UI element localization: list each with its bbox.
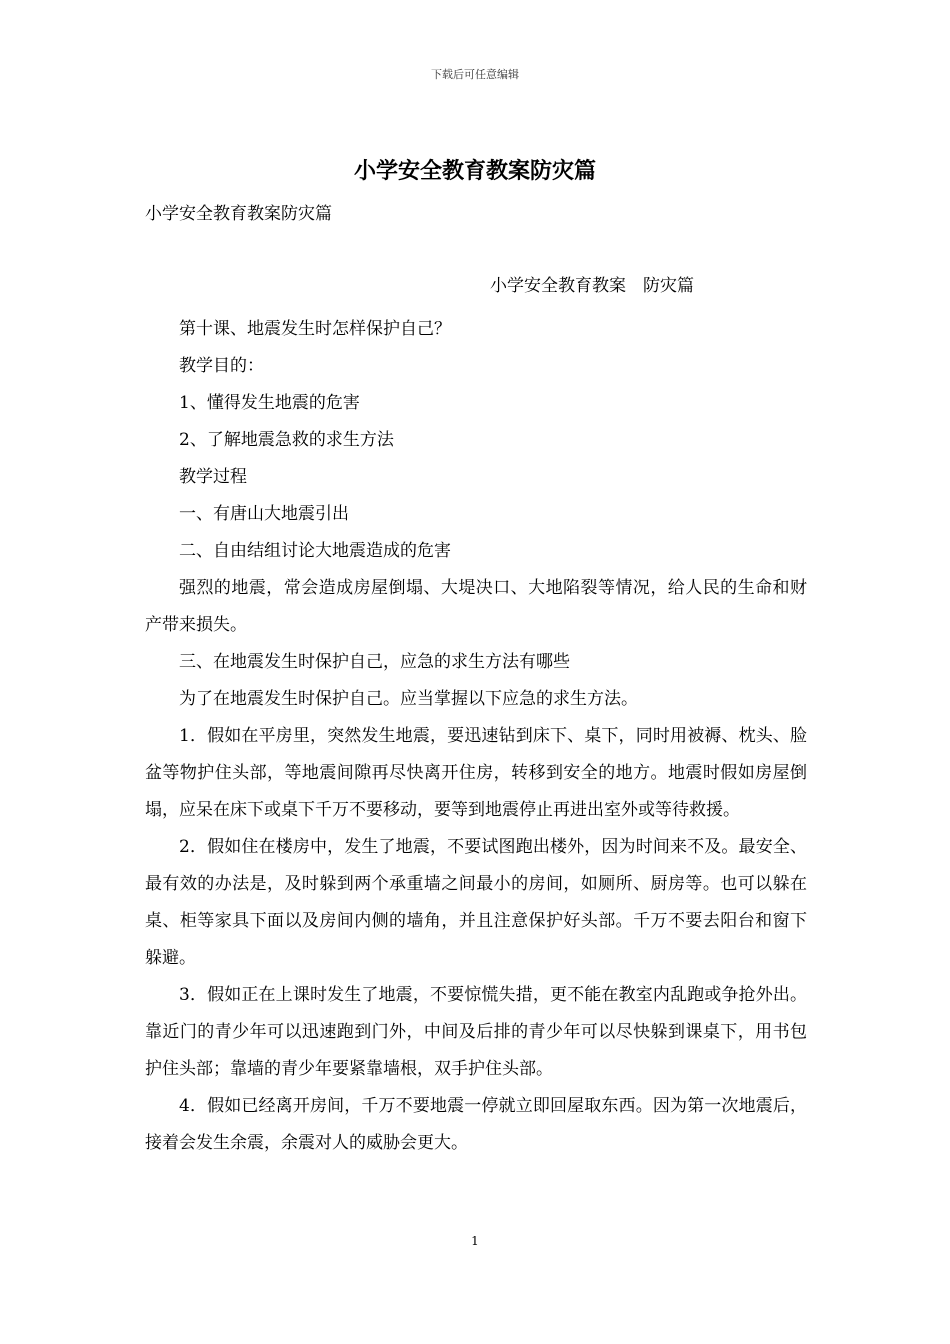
paragraph-objectives-heading: 教学目的：: [179, 356, 264, 376]
right-aligned-heading: 小学安全教育教案 防灾篇: [490, 276, 694, 296]
document-subtitle: 小学安全教育教案防灾篇: [145, 204, 332, 224]
paragraph-step-2: 二、自由结组讨论大地震造成的危害: [179, 541, 451, 561]
paragraph-process-heading: 教学过程: [179, 467, 247, 487]
document-body: [145, 311, 807, 1162]
paragraph-method-1: 1．假如在平房里，突然发生地震，要迅速钻到床下、桌下，同时用被褥、枕头、脸盆等物护住头部，等地震间隙再尽快离开住房，转移到安全的地方。地震时假如房屋倒塌，应呆在床下或桌下千万不要移动，要等到地震停止再进出室外或等待救援。: [145, 726, 807, 820]
document-title: 小学安全教育教案防灾篇: [353, 158, 596, 184]
paragraph-step-3: 三、在地震发生时保护自己，应急的求生方法有哪些: [179, 652, 570, 672]
paragraph-method-2: 2．假如住在楼房中，发生了地震，不要试图跑出楼外，因为时间来不及。最安全、最有效的办法是，及时躲到两个承重墙之间最小的房间，如厕所、厨房等。也可以躲在桌、柜等家具下面以及房间内侧的墙角，并且注意保护好头部。千万不要去阳台和窗下躲避。: [145, 837, 807, 968]
page-number: 1: [471, 1234, 479, 1248]
paragraph-lesson-title: 第十课、地震发生时怎样保护自己？: [179, 319, 451, 339]
paragraph-survival-intro: 为了在地震发生时保护自己。应当掌握以下应急的求生方法。: [179, 689, 638, 709]
paragraph-step-1: 一、有唐山大地震引出: [179, 504, 349, 524]
paragraph-earthquake-harm: 强烈的地震，常会造成房屋倒塌、大堤决口、大地陷裂等情况，给人民的生命和财产带来损失。: [145, 578, 807, 635]
paragraph-objective-2: 2、了解地震急救的求生方法: [179, 430, 394, 450]
paragraph-objective-1: 1、懂得发生地震的危害: [179, 393, 360, 413]
paragraph-method-4: 4．假如已经离开房间，千万不要地震一停就立即回屋取东西。因为第一次地震后，接着会发生余震，余震对人的威胁会更大。: [145, 1096, 807, 1153]
page-header-note: 下载后可任意编辑: [431, 68, 519, 81]
paragraph-method-3: 3．假如正在上课时发生了地震，不要惊慌失措，更不能在教室内乱跑或争抢外出。靠近门的青少年可以迅速跑到门外，中间及后排的青少年可以尽快躲到课桌下，用书包护住头部；靠墙的青少年要紧靠墙根，双手护住头部。: [145, 985, 807, 1079]
